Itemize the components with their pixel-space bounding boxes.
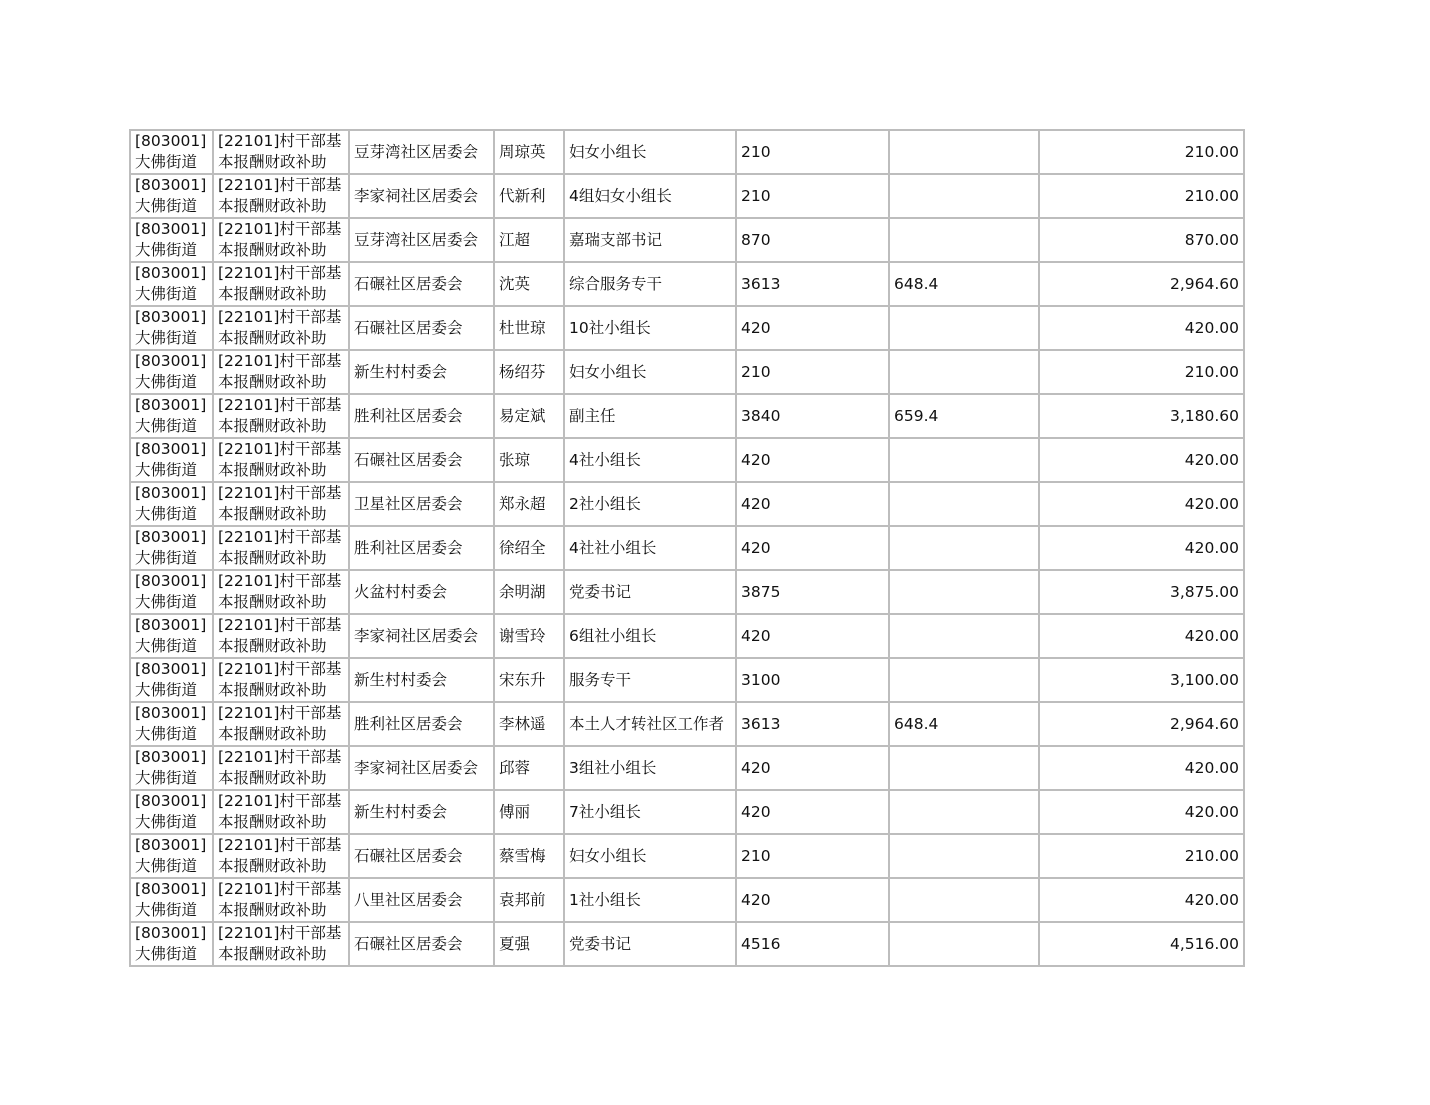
subsidy-type-cell: [22101]村干部基本报酬财政补助: [213, 262, 349, 306]
committee-cell: 八里社区居委会: [349, 878, 494, 922]
base-amount-cell: 420: [736, 482, 889, 526]
unit-cell: [803001]大佛街道: [130, 218, 213, 262]
base-amount-cell: 3875: [736, 570, 889, 614]
deduction-cell: [889, 350, 1039, 394]
net-amount-cell: 420.00: [1039, 438, 1244, 482]
base-amount-cell: 210: [736, 350, 889, 394]
name-cell: 李林遥: [494, 702, 564, 746]
deduction-cell: [889, 306, 1039, 350]
name-cell: 代新利: [494, 174, 564, 218]
unit-cell: [803001]大佛街道: [130, 746, 213, 790]
committee-cell: 卫星社区居委会: [349, 482, 494, 526]
position-cell: 妇女小组长: [564, 130, 736, 174]
subsidy-type-cell: [22101]村干部基本报酬财政补助: [213, 746, 349, 790]
unit-cell: [803001]大佛街道: [130, 570, 213, 614]
unit-cell: [803001]大佛街道: [130, 790, 213, 834]
position-cell: 综合服务专干: [564, 262, 736, 306]
committee-cell: 李家祠社区居委会: [349, 174, 494, 218]
deduction-cell: [889, 482, 1039, 526]
net-amount-cell: 210.00: [1039, 350, 1244, 394]
deduction-cell: [889, 790, 1039, 834]
deduction-cell: 648.4: [889, 702, 1039, 746]
committee-cell: 李家祠社区居委会: [349, 746, 494, 790]
table-row: [130, 790, 1244, 834]
deduction-cell: [889, 218, 1039, 262]
net-amount-cell: 420.00: [1039, 746, 1244, 790]
deduction-cell: [889, 526, 1039, 570]
position-cell: 6组社小组长: [564, 614, 736, 658]
table-row: [130, 878, 1244, 922]
name-cell: 谢雪玲: [494, 614, 564, 658]
net-amount-cell: 4,516.00: [1039, 922, 1244, 966]
name-cell: 张琼: [494, 438, 564, 482]
position-cell: 党委书记: [564, 570, 736, 614]
unit-cell: [803001]大佛街道: [130, 262, 213, 306]
base-amount-cell: 3613: [736, 702, 889, 746]
deduction-cell: 659.4: [889, 394, 1039, 438]
subsidy-type-cell: [22101]村干部基本报酬财政补助: [213, 834, 349, 878]
table-row: [130, 306, 1244, 350]
position-cell: 党委书记: [564, 922, 736, 966]
position-cell: 10社小组长: [564, 306, 736, 350]
net-amount-cell: 420.00: [1039, 614, 1244, 658]
base-amount-cell: 420: [736, 526, 889, 570]
deduction-cell: [889, 130, 1039, 174]
name-cell: 杜世琼: [494, 306, 564, 350]
table-row: [130, 130, 1244, 174]
committee-cell: 胜利社区居委会: [349, 702, 494, 746]
committee-cell: 石碾社区居委会: [349, 306, 494, 350]
allowance-table: [129, 129, 1245, 967]
subsidy-type-cell: [22101]村干部基本报酬财政补助: [213, 922, 349, 966]
table-row: [130, 614, 1244, 658]
table-row: [130, 922, 1244, 966]
net-amount-cell: 2,964.60: [1039, 702, 1244, 746]
base-amount-cell: 420: [736, 438, 889, 482]
subsidy-type-cell: [22101]村干部基本报酬财政补助: [213, 702, 349, 746]
committee-cell: 新生村村委会: [349, 658, 494, 702]
unit-cell: [803001]大佛街道: [130, 394, 213, 438]
name-cell: 徐绍全: [494, 526, 564, 570]
committee-cell: 新生村村委会: [349, 350, 494, 394]
subsidy-type-cell: [22101]村干部基本报酬财政补助: [213, 438, 349, 482]
table-row: [130, 262, 1244, 306]
net-amount-cell: 870.00: [1039, 218, 1244, 262]
name-cell: 蔡雪梅: [494, 834, 564, 878]
table-row: [130, 394, 1244, 438]
net-amount-cell: 420.00: [1039, 482, 1244, 526]
name-cell: 周琼英: [494, 130, 564, 174]
committee-cell: 胜利社区居委会: [349, 526, 494, 570]
base-amount-cell: 420: [736, 306, 889, 350]
base-amount-cell: 210: [736, 834, 889, 878]
position-cell: 妇女小组长: [564, 350, 736, 394]
base-amount-cell: 210: [736, 174, 889, 218]
deduction-cell: [889, 834, 1039, 878]
base-amount-cell: 3100: [736, 658, 889, 702]
table-row: [130, 482, 1244, 526]
deduction-cell: [889, 922, 1039, 966]
unit-cell: [803001]大佛街道: [130, 614, 213, 658]
unit-cell: [803001]大佛街道: [130, 130, 213, 174]
unit-cell: [803001]大佛街道: [130, 174, 213, 218]
deduction-cell: [889, 746, 1039, 790]
subsidy-type-cell: [22101]村干部基本报酬财政补助: [213, 658, 349, 702]
subsidy-type-cell: [22101]村干部基本报酬财政补助: [213, 482, 349, 526]
table-row: [130, 438, 1244, 482]
net-amount-cell: 2,964.60: [1039, 262, 1244, 306]
position-cell: 本土人才转社区工作者: [564, 702, 736, 746]
subsidy-type-cell: [22101]村干部基本报酬财政补助: [213, 878, 349, 922]
base-amount-cell: 420: [736, 790, 889, 834]
name-cell: 夏强: [494, 922, 564, 966]
position-cell: 服务专干: [564, 658, 736, 702]
name-cell: 沈英: [494, 262, 564, 306]
name-cell: 江超: [494, 218, 564, 262]
deduction-cell: 648.4: [889, 262, 1039, 306]
table-row: [130, 218, 1244, 262]
net-amount-cell: 420.00: [1039, 526, 1244, 570]
unit-cell: [803001]大佛街道: [130, 834, 213, 878]
committee-cell: 石碾社区居委会: [349, 922, 494, 966]
base-amount-cell: 420: [736, 614, 889, 658]
deduction-cell: [889, 438, 1039, 482]
base-amount-cell: 3840: [736, 394, 889, 438]
net-amount-cell: 420.00: [1039, 790, 1244, 834]
base-amount-cell: 3613: [736, 262, 889, 306]
unit-cell: [803001]大佛街道: [130, 702, 213, 746]
subsidy-type-cell: [22101]村干部基本报酬财政补助: [213, 526, 349, 570]
committee-cell: 石碾社区居委会: [349, 262, 494, 306]
subsidy-type-cell: [22101]村干部基本报酬财政补助: [213, 306, 349, 350]
table-row: [130, 570, 1244, 614]
net-amount-cell: 210.00: [1039, 834, 1244, 878]
subsidy-type-cell: [22101]村干部基本报酬财政补助: [213, 570, 349, 614]
deduction-cell: [889, 614, 1039, 658]
committee-cell: 新生村村委会: [349, 790, 494, 834]
unit-cell: [803001]大佛街道: [130, 482, 213, 526]
unit-cell: [803001]大佛街道: [130, 658, 213, 702]
table-row: [130, 834, 1244, 878]
base-amount-cell: 210: [736, 130, 889, 174]
committee-cell: 豆芽湾社区居委会: [349, 218, 494, 262]
unit-cell: [803001]大佛街道: [130, 878, 213, 922]
position-cell: 4组妇女小组长: [564, 174, 736, 218]
name-cell: 杨绍芬: [494, 350, 564, 394]
name-cell: 袁邦前: [494, 878, 564, 922]
position-cell: 1社小组长: [564, 878, 736, 922]
base-amount-cell: 420: [736, 746, 889, 790]
position-cell: 3组社小组长: [564, 746, 736, 790]
net-amount-cell: 420.00: [1039, 878, 1244, 922]
position-cell: 嘉瑞支部书记: [564, 218, 736, 262]
unit-cell: [803001]大佛街道: [130, 922, 213, 966]
committee-cell: 豆芽湾社区居委会: [349, 130, 494, 174]
unit-cell: [803001]大佛街道: [130, 350, 213, 394]
deduction-cell: [889, 658, 1039, 702]
table-row: [130, 350, 1244, 394]
table-row: [130, 174, 1244, 218]
subsidy-type-cell: [22101]村干部基本报酬财政补助: [213, 218, 349, 262]
deduction-cell: [889, 570, 1039, 614]
position-cell: 7社小组长: [564, 790, 736, 834]
net-amount-cell: 3,100.00: [1039, 658, 1244, 702]
deduction-cell: [889, 878, 1039, 922]
net-amount-cell: 420.00: [1039, 306, 1244, 350]
position-cell: 2社小组长: [564, 482, 736, 526]
name-cell: 宋东升: [494, 658, 564, 702]
subsidy-type-cell: [22101]村干部基本报酬财政补助: [213, 394, 349, 438]
unit-cell: [803001]大佛街道: [130, 438, 213, 482]
name-cell: 郑永超: [494, 482, 564, 526]
position-cell: 妇女小组长: [564, 834, 736, 878]
table-row: [130, 526, 1244, 570]
base-amount-cell: 420: [736, 878, 889, 922]
table-row: [130, 658, 1244, 702]
subsidy-type-cell: [22101]村干部基本报酬财政补助: [213, 350, 349, 394]
unit-cell: [803001]大佛街道: [130, 306, 213, 350]
subsidy-type-cell: [22101]村干部基本报酬财政补助: [213, 174, 349, 218]
position-cell: 副主任: [564, 394, 736, 438]
name-cell: 邱蓉: [494, 746, 564, 790]
net-amount-cell: 210.00: [1039, 174, 1244, 218]
committee-cell: 胜利社区居委会: [349, 394, 494, 438]
committee-cell: 火盆村村委会: [349, 570, 494, 614]
subsidy-type-cell: [22101]村干部基本报酬财政补助: [213, 130, 349, 174]
position-cell: 4社社小组长: [564, 526, 736, 570]
unit-cell: [803001]大佛街道: [130, 526, 213, 570]
net-amount-cell: 210.00: [1039, 130, 1244, 174]
subsidy-type-cell: [22101]村干部基本报酬财政补助: [213, 614, 349, 658]
position-cell: 4社小组长: [564, 438, 736, 482]
committee-cell: 石碾社区居委会: [349, 438, 494, 482]
committee-cell: 李家祠社区居委会: [349, 614, 494, 658]
name-cell: 余明湖: [494, 570, 564, 614]
net-amount-cell: 3,875.00: [1039, 570, 1244, 614]
table-body: [130, 130, 1244, 966]
subsidy-type-cell: [22101]村干部基本报酬财政补助: [213, 790, 349, 834]
net-amount-cell: 3,180.60: [1039, 394, 1244, 438]
committee-cell: 石碾社区居委会: [349, 834, 494, 878]
table-row: [130, 746, 1244, 790]
base-amount-cell: 870: [736, 218, 889, 262]
name-cell: 傅丽: [494, 790, 564, 834]
deduction-cell: [889, 174, 1039, 218]
name-cell: 易定斌: [494, 394, 564, 438]
base-amount-cell: 4516: [736, 922, 889, 966]
table-row: [130, 702, 1244, 746]
